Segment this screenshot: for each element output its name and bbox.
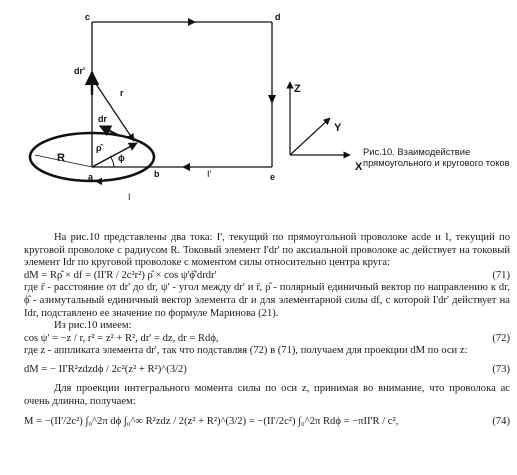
label-I-prime: I'	[207, 169, 212, 179]
label-r: r	[120, 88, 124, 98]
equation-72	[24, 333, 510, 346]
paragraph-from-figure: Из рис.10 имеем:	[54, 320, 132, 332]
equation-71-body: dM = Rρ̂ × df = (II'R / 2c²r²) ρ̂ × cos ψ'ϕ̂'drdr'	[24, 269, 217, 281]
axis-y	[290, 118, 330, 155]
equation-73-number: (73)	[492, 363, 510, 375]
label-dr: dr	[98, 114, 107, 124]
label-c: c	[85, 12, 91, 22]
equation-72-body: cos ψ' = −z / r, r² = z² + R², dr' = dz, dr = Rdϕ,	[24, 332, 219, 344]
label-phi: ϕ	[118, 153, 125, 163]
equation-73	[24, 358, 510, 383]
label-I: I	[128, 192, 131, 202]
label-R: R	[57, 152, 65, 164]
equation-74-body: M = −(II'/2c²) ∫₀^2π dϕ ∫₀^∞ R²zdz / 2(z² + R²)^(3/2) = −(II'/2c²) ∫₀^2π Rdϕ = −πII'R / c²,	[24, 416, 399, 428]
equation-71	[24, 270, 510, 283]
arrow-de-icon	[268, 95, 276, 104]
label-e: e	[270, 172, 276, 182]
arrow-cd-icon	[188, 18, 196, 26]
article-body	[24, 232, 510, 440]
figure-rect-and-circular-current	[0, 0, 517, 222]
label-axis-z: Z	[294, 83, 301, 95]
equation-71-number: (71)	[492, 269, 510, 281]
label-dr-prime: dr'	[74, 66, 86, 76]
equation-72-number: (72)	[492, 332, 510, 344]
label-a: a	[88, 172, 94, 182]
paragraph-intro: На рис.10 представлены два тока: I', текущий по прямоугольной проволоке acde и I, текущий по круговой проволоке с радиусом R. Токовый элемент I'dr' по аксиальной проволоке ac действует на токовый элемент Idr по круговой проволоке с моментом силы относительно центра круга:	[24, 232, 510, 269]
paragraph-substitution: где z - аппликата элемента dr', так что подставляя (72) в (71), получаем для проекции dM по оси z:	[24, 345, 468, 357]
label-axis-x: X	[355, 161, 363, 173]
angle-phi	[110, 156, 114, 167]
label-axis-y: Y	[334, 122, 342, 134]
equation-74-number: (74)	[492, 416, 510, 428]
label-rho: ρ̂	[96, 143, 102, 153]
label-b: b	[154, 169, 160, 179]
arrow-ea-icon	[182, 163, 190, 171]
equation-74	[24, 408, 510, 440]
equation-73-body: dM = − II'R²zdzdϕ / 2c²(z² + R²)^(3/2)	[24, 363, 187, 375]
label-d: d	[275, 12, 281, 22]
figure-caption: Рис.10. Взаимодействие прямоугольного и кругового токов	[363, 146, 510, 168]
arrow-circle-icon	[94, 178, 102, 185]
paragraph-definitions: где r̄ - расстояние от dr' до dr, ψ' - угол между dr' и r̄, ρ̂ - полярный единичный вектор по направлению к dr, ϕ̂ - азимутальный единичный вектор элемента dr и для элементарной силы df, с которой I'dr' действует на Idr, подставлено ее значение по формуле Маринова (21).	[24, 282, 510, 319]
paragraph-integral: Для проекции интегрального момента силы по оси z, принимая во внимание, что проволока ac очень длинна, получаем:	[24, 382, 510, 407]
